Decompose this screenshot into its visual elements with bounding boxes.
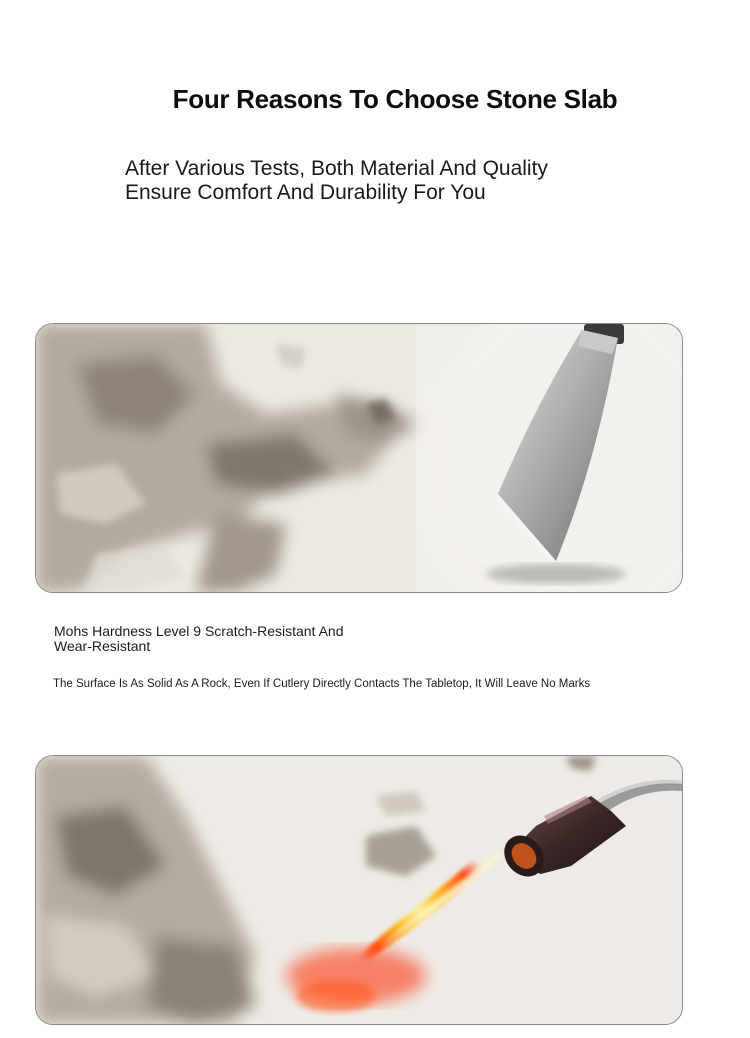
- subtitle-line: Ensure Comfort And Durability For You: [125, 181, 486, 204]
- feature-description: The Surface Is As Solid As A Rock, Even If Cutlery Directly Contacts The Tabletop, It Will Leave No Marks: [53, 678, 591, 690]
- marble-blowtorch-image: [35, 755, 683, 1025]
- feature-title-line: Mohs Hardness Level 9 Scratch-Resistant And: [54, 623, 344, 639]
- page-title: Four Reasons To Choose Stone Slab: [172, 84, 618, 114]
- page-subtitle: [125, 157, 645, 205]
- marble-knife-image: [35, 323, 683, 593]
- subtitle-line: After Various Tests, Both Material And Quality: [125, 157, 548, 180]
- feature-title-line: Wear-Resistant: [54, 638, 151, 654]
- feature-title: [54, 624, 394, 654]
